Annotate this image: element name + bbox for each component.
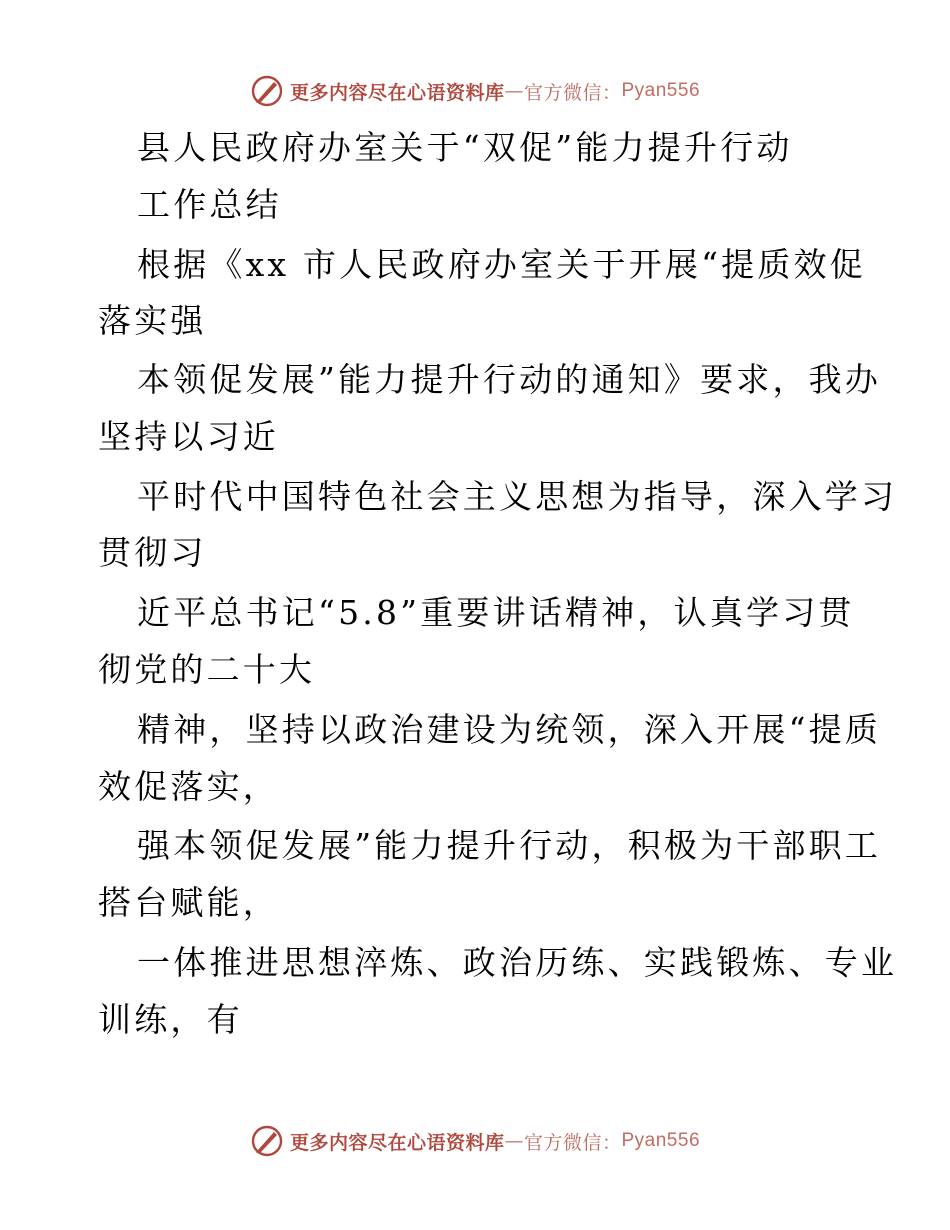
body-line: 效促落实， [98, 767, 279, 806]
body-line: 落实强 [98, 301, 207, 340]
body-line: 平时代中国特色社会主义思想为指导，深入学习 [137, 477, 898, 516]
body-line: 贯彻习 [98, 533, 207, 572]
body-line: 彻党的二十大 [98, 650, 316, 689]
logo-icon [250, 74, 284, 108]
watermark-main-text: 更多内容尽在心语资料库 [289, 1131, 505, 1154]
title-line-2: 工作总结 [137, 185, 282, 224]
watermark-sub-text: 官方微信： [523, 1131, 622, 1154]
logo-icon [250, 1124, 284, 1158]
body-line: 本领促发展”能力提升行动的通知》要求，我办 [137, 360, 882, 399]
body-line: 搭台赋能， [98, 883, 279, 922]
body-line: 坚持以习近 [98, 417, 279, 456]
watermark-main-text: 更多内容尽在心语资料库 [289, 81, 505, 104]
title-line-1: 县人民政府办室关于“双促”能力提升行动 [137, 128, 793, 167]
watermark-separator: — [504, 80, 524, 102]
body-line: 训练，有 [98, 1000, 243, 1039]
body-line: 一体推进思想淬炼、政治历练、实践锻炼、专业 [137, 943, 898, 982]
watermark-id: Pyan556 [621, 1130, 701, 1151]
header-watermark [0, 74, 950, 108]
watermark-separator: — [504, 1130, 524, 1152]
body-line: 强本领促发展”能力提升行动，积极为干部职工 [137, 826, 882, 865]
body-line: 近平总书记“5.8”重要讲话精神，认真学习贯 [137, 593, 855, 632]
body-line: 精神，坚持以政治建设为统领，深入开展“提质 [137, 710, 882, 749]
watermark-id: Pyan556 [621, 80, 701, 101]
footer-watermark [0, 1124, 950, 1158]
watermark-sub-text: 官方微信： [523, 81, 622, 104]
body-line: 根据《xx 市人民政府办室关于开展“提质效促 [137, 245, 866, 284]
